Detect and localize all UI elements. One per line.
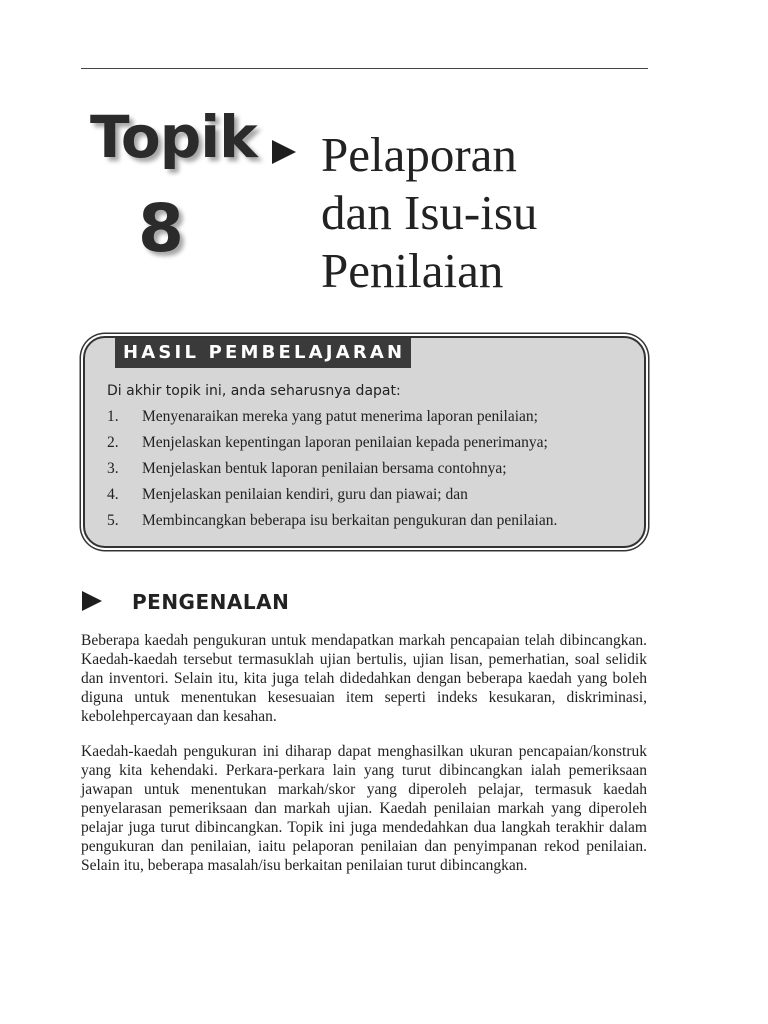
triangle-right-icon [82, 591, 102, 611]
list-item-number: 2. [107, 434, 119, 451]
chapter-title-line: dan Isu-isu [321, 185, 538, 240]
section-heading: PENGENALAN [132, 590, 290, 614]
topic-number: 8 [138, 190, 184, 267]
top-divider [81, 68, 648, 69]
body-paragraph: Kaedah-kaedah pengukuran ini diharap dapat menghasilkan ukuran pencapaian/konstruk yang kita kehendaki. Perkara-perkara lain yang turut dibincangkan ialah pemeriksaan jawapan untuk menentukan markah/skor yang diperoleh pelajar, termasuk kaedah penyelarasan pemeriksaan dan markah ujian. Kaedah penilaian markah yang diperoleh pelajar juga turut dibincangkan. Topik ini juga mendedahkan dua langkah terakhir dalam pengukuran dan penilaian, iaitu pelaporan penilaian dan penyimpanan rekod penilaian. Selain itu, beberapa masalah/isu berkaitan penilaian turut dibincangkan. [81, 743, 647, 874]
list-item [107, 458, 637, 484]
list-item [107, 484, 637, 510]
list-item-text: Menjelaskan bentuk laporan penilaian bersama contohnya; [142, 460, 507, 477]
list-item-number: 5. [107, 512, 119, 529]
chapter-title-line: Pelaporan [321, 127, 517, 182]
learning-outcomes-intro: Di akhir topik ini, anda seharusnya dapat: [107, 383, 401, 399]
chapter-title-line: Penilaian [321, 243, 504, 298]
list-item-number: 3. [107, 460, 119, 477]
triangle-right-icon [272, 140, 296, 164]
list-item [107, 432, 637, 458]
body-paragraph: Beberapa kaedah pengukuran untuk mendapatkan markah pencapaian telah dibincangkan. Kaedah-kaedah tersebut termasuklah ujian bertulis, ujian lisan, pemerhatian, soal selidik dan inventori. Selain itu, kita juga telah didedahkan dengan beberapa kaedah yang boleh diguna untuk menentukan kesesuaian item seperti indeks kesukaran, diskriminasi, kebolehpercayaan dan kesahan. [81, 632, 647, 725]
list-item-text: Menjelaskan penilaian kendiri, guru dan piawai; dan [142, 486, 468, 503]
list-item [107, 510, 637, 536]
list-item-text: Menjelaskan kepentingan laporan penilaian kepada penerimanya; [142, 434, 548, 451]
list-item-text: Membincangkan beberapa isu berkaitan pengukuran dan penilaian. [142, 512, 558, 529]
list-item-number: 4. [107, 486, 119, 503]
topic-label: Topik [90, 103, 257, 171]
learning-outcomes-heading: HASIL PEMBELAJARAN [115, 338, 411, 368]
learning-outcomes-list [107, 406, 637, 536]
chapter-title [321, 126, 651, 300]
list-item [107, 406, 637, 432]
list-item-text: Menyenaraikan mereka yang patut menerima laporan penilaian; [142, 408, 538, 425]
list-item-number: 1. [107, 408, 119, 425]
